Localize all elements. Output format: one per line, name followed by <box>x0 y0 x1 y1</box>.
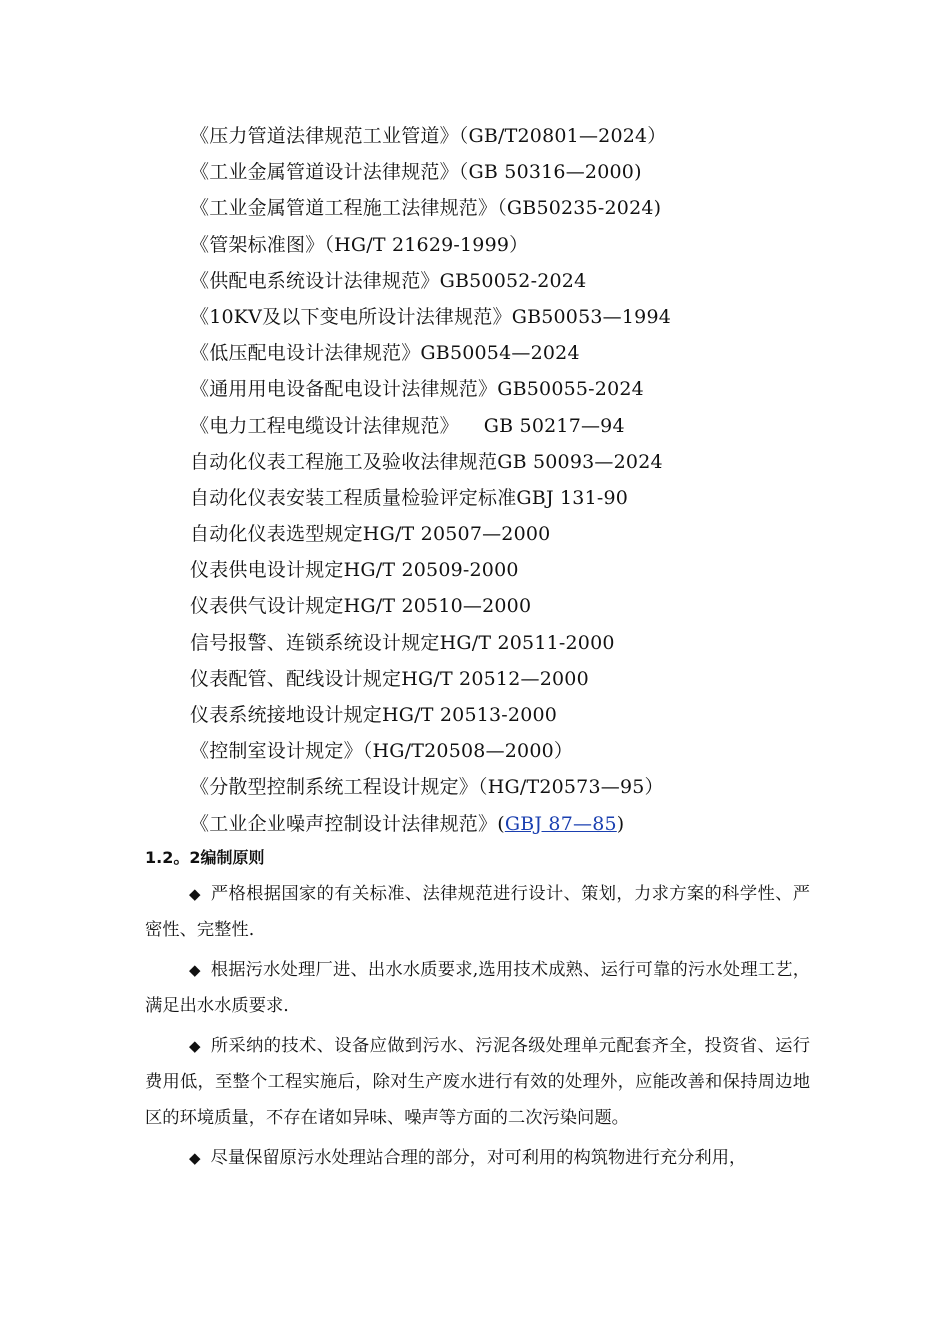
standard-item: 仪表供气设计规定HG/T 20510—2000 <box>190 595 532 618</box>
standard-item: 《控制室设计规定》（HG/T20508—2000） <box>190 740 574 763</box>
principle-text: 严格根据国家的有关标准、法律规范进行设计、策划，力求方案的科学性、严密性、完整性. <box>145 884 810 940</box>
principle-paragraph <box>145 1028 810 1136</box>
standard-prefix: 《工业企业噪声控制设计法律规范》( <box>190 812 505 835</box>
principle-paragraph <box>145 876 810 948</box>
standard-item: 《工业金属管道工程施工法律规范》（GB50235-2024) <box>190 197 662 220</box>
diamond-bullet-icon: ◆ <box>189 1149 201 1167</box>
standard-link[interactable]: GBJ 87—85 <box>504 812 617 835</box>
standard-item: 《通用用电设备配电设计法律规范》GB50055-2024 <box>190 378 644 401</box>
principle-text: 所采纳的技术、设备应做到污水、污泥各级处理单元配套齐全，投资省、运行费用低，至整个工程实施后，除对生产废水进行有效的处理外，应能改善和保持周边地区的环境质量，不存在诸如异味、噪声等方面的二次污染问题。 <box>145 1036 810 1128</box>
standard-item: 《供配电系统设计法律规范》GB50052-2024 <box>190 269 587 292</box>
standard-item: 信号报警、连锁系统设计规定HG/T 20511-2000 <box>190 631 615 654</box>
standard-item: 仪表供电设计规定HG/T 20509-2000 <box>190 559 519 582</box>
standard-item: 自动化仪表选型规定HG/T 20507—2000 <box>190 523 551 546</box>
standard-item: 《电力工程电缆设计法律规范》 GB 50217—94 <box>190 414 625 437</box>
standard-item: 《10KV及以下变电所设计法律规范》GB50053—1994 <box>190 305 672 328</box>
standard-item: 《压力管道法律规范工业管道》（GB/T20801—2024） <box>190 125 667 147</box>
standards-list <box>190 118 671 842</box>
principles-list <box>145 876 810 1180</box>
principle-text: 尽量保留原污水处理站合理的部分，对可利用的构筑物进行充分利用， <box>210 1148 747 1168</box>
standard-suffix: ) <box>616 812 625 835</box>
standard-item: 《低压配电设计法律规范》GB50054—2024 <box>190 342 580 365</box>
principle-paragraph <box>145 952 810 1024</box>
diamond-bullet-icon: ◆ <box>189 885 201 903</box>
standard-item: 自动化仪表安装工程质量检验评定标准GBJ 131-90 <box>190 486 629 509</box>
diamond-bullet-icon: ◆ <box>189 1037 201 1055</box>
standard-item: 《管架标准图》（HG/T 21629-1999） <box>190 233 529 256</box>
diamond-bullet-icon: ◆ <box>189 961 201 979</box>
standard-item: 仪表系统接地设计规定HG/T 20513-2000 <box>190 704 558 726</box>
standard-item-last <box>190 806 671 842</box>
standard-item: 自动化仪表工程施工及验收法律规范GB 50093—2024 <box>190 450 663 473</box>
principle-text: 根据污水处理厂进、出水水质要求,选用技术成熟、运行可靠的污水处理工艺，满足出水水质要求. <box>145 960 810 1016</box>
principle-paragraph <box>145 1140 810 1176</box>
section-heading: 1.2。2编制原则 <box>145 848 265 867</box>
standard-item: 《工业金属管道设计法律规范》（GB 50316—2000) <box>190 161 642 184</box>
standard-item: 仪表配管、配线设计规定HG/T 20512—2000 <box>190 667 589 690</box>
standard-item: 《分散型控制系统工程设计规定》（HG/T20573—95） <box>190 776 664 799</box>
